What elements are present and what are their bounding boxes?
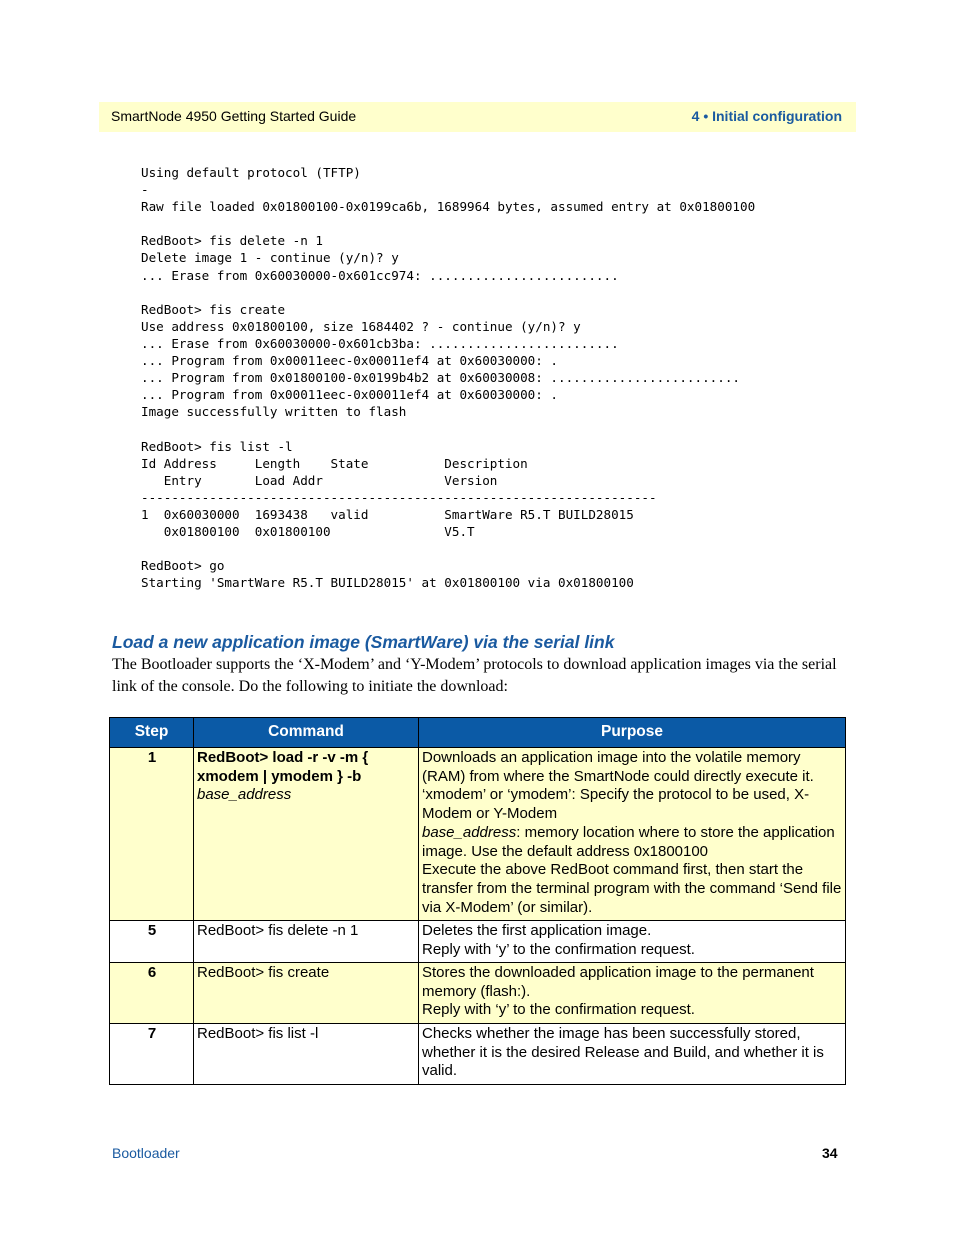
purpose-line: Downloads an application image into the volatile memory (RAM) from where the SmartNode could directly execute it.: [422, 749, 814, 785]
code-line: 0x01800100 0x01800100 V5.T: [141, 523, 475, 539]
code-line: ... Erase from 0x60030000-0x601cc974: .........................: [141, 267, 619, 283]
table-row: [110, 748, 846, 921]
code-line: ... Erase from 0x60030000-0x601cb3ba: .........................: [141, 335, 619, 351]
step-number: 5: [110, 921, 194, 963]
code-line: Using default protocol (TFTP): [141, 165, 361, 180]
step-number: 6: [110, 963, 194, 1024]
page-number: 34: [822, 1145, 838, 1161]
command-text: RedBoot> load -r -v -m { xmodem | ymodem } -b: [197, 749, 369, 785]
purpose-line: Reply with ‘y’ to the confirmation request.: [422, 1001, 695, 1019]
header-chapter-title: 4 • Initial configuration: [691, 108, 842, 124]
code-line: RedBoot> fis delete -n 1: [141, 233, 323, 249]
purpose-line: Reply with ‘y’ to the confirmation request.: [422, 940, 695, 958]
column-header-command: Command: [194, 718, 419, 748]
code-line: ... Program from 0x00011eec-0x00011ef4 at 0x60030000: .: [141, 387, 559, 403]
command-cell: RedBoot> fis list -l: [194, 1024, 419, 1085]
section-heading: Load a new application image (SmartWare) via the serial link: [112, 632, 615, 652]
purpose-line: Execute the above RedBoot command first, then start the transfer from the terminal program with the command ‘Send file via X-Modem’ (or similar).: [422, 861, 842, 916]
header-guide-title: SmartNode 4950 Getting Started Guide: [111, 108, 357, 124]
purpose-line: Deletes the first application image.: [422, 922, 652, 939]
code-line: RedBoot> fis list -l: [141, 438, 293, 454]
code-line: Id Address Length State Description: [141, 455, 528, 471]
column-header-step: Step: [110, 718, 194, 748]
command-parameter: base_address: [197, 786, 292, 804]
purpose-line: ‘xmodem’ or ‘ymodem’: Specify the protocol to be used, X-Modem or Y-Modem: [422, 786, 810, 823]
code-line: ... Program from 0x01800100-0x0199b4b2 at 0x60030008: .........................: [141, 370, 740, 386]
footer-section-name: Bootloader: [112, 1145, 180, 1161]
purpose-cell: Checks whether the image has been successfully stored, whether it is the desired Release and Build, and whether it is valid.: [419, 1024, 846, 1085]
code-line: 1 0x60030000 1693438 valid SmartWare R5.T BUILD28015: [141, 506, 634, 522]
purpose-cell: [419, 963, 846, 1024]
purpose-cell: [419, 748, 846, 921]
code-line: Image successfully written to flash: [141, 404, 407, 420]
code-line: -: [141, 182, 149, 198]
table-header-row: [110, 718, 846, 748]
command-cell: RedBoot> fis create: [194, 963, 419, 1024]
code-line: Starting 'SmartWare R5.T BUILD28015' at 0x01800100 via 0x01800100: [141, 575, 634, 591]
purpose-parameter: base_address: [422, 823, 517, 841]
code-line: Entry Load Addr Version: [141, 472, 498, 488]
code-line: --------------------------------------------------------------------: [141, 489, 657, 505]
table-row: [110, 963, 846, 1024]
purpose-line: Stores the downloaded application image to the permanent memory (flash:).: [422, 964, 814, 1000]
table-row: [110, 921, 846, 963]
command-cell: [194, 748, 419, 921]
table-row: [110, 1024, 846, 1085]
intro-paragraph: The Bootloader supports the ‘X-Modem’ and ‘Y-Modem’ protocols to download application images via the serial link of the console. Do the following to initiate the download:: [112, 656, 837, 695]
code-line: RedBoot> fis create: [141, 301, 286, 317]
step-number: 7: [110, 1024, 194, 1085]
command-cell: RedBoot> fis delete -n 1: [194, 921, 419, 963]
column-header-purpose: Purpose: [419, 718, 846, 748]
console-output-code-block: [141, 164, 755, 591]
code-line: ... Program from 0x00011eec-0x00011ef4 at 0x60030000: .: [141, 353, 559, 369]
running-header: [99, 102, 856, 132]
code-line: Use address 0x01800100, size 1684402 ? - continue (y/n)? y: [141, 318, 581, 334]
code-line: Raw file loaded 0x01800100-0x0199ca6b, 1689964 bytes, assumed entry at 0x01800100: [141, 199, 756, 215]
purpose-line: : memory location where to store the application image. Use the default address 0x1800100: [422, 823, 835, 860]
procedure-table: [109, 717, 846, 1085]
code-line: RedBoot> go: [141, 558, 225, 574]
code-line: Delete image 1 - continue (y/n)? y: [141, 250, 399, 266]
purpose-cell: [419, 921, 846, 963]
step-number: 1: [110, 748, 194, 921]
